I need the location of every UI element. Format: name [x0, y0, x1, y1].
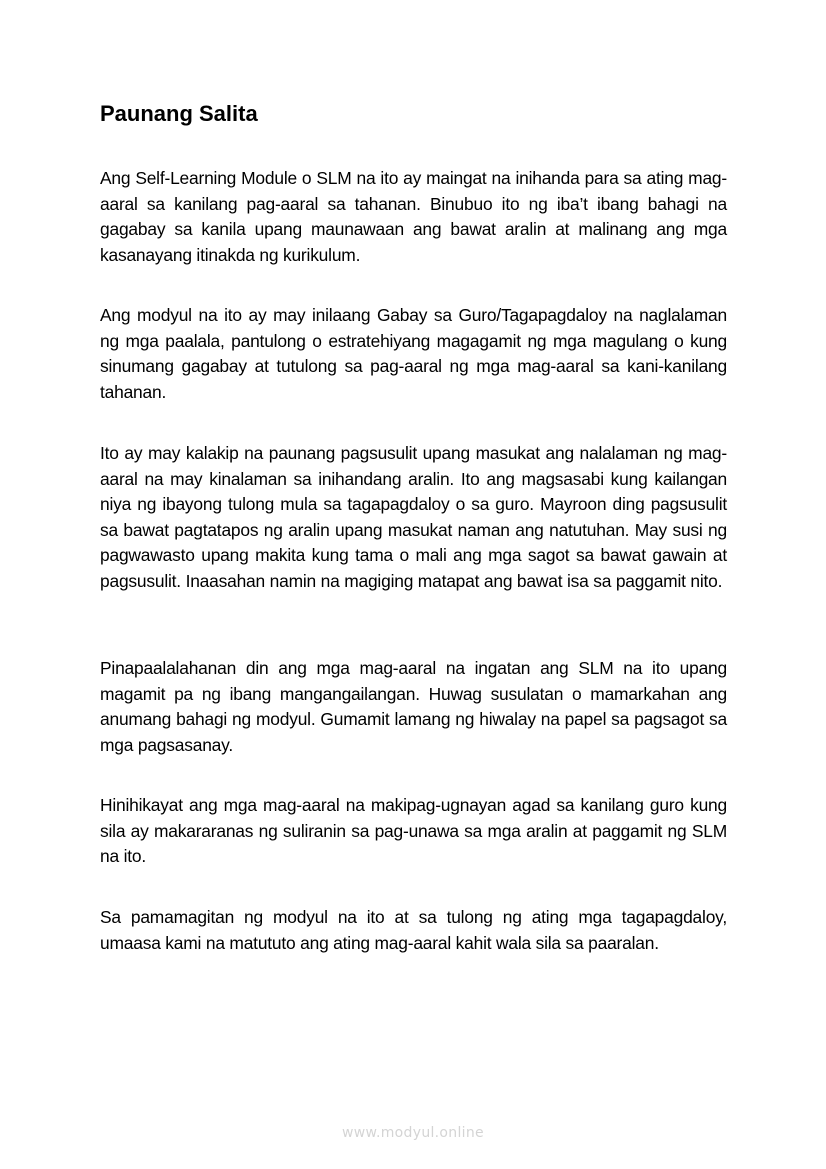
paragraph-closing: Sa pamamagitan ng modyul na ito at sa tulong ng ating mga tagapagdaloy, umaasa kami na matututo ang ating mag-aaral kahit wala sila sa paaralan.: [100, 907, 727, 953]
paragraph-introduction: Ang Self-Learning Module o SLM na ito ay maingat na inihanda para sa ating mag-aaral sa kanilang pag-aaral sa tahanan. Binubuo ito ng iba’t ibang bahagi na gagabay sa kanila upang maunawaan ang bawat aralin at malinang ang mga kasanayang itinakda ng kurikulum.: [100, 168, 727, 265]
page-title: Paunang Salita: [100, 101, 258, 126]
paragraph-contact-teacher: Hinihikayat ang mga mag-aaral na makipag-ugnayan agad sa kanilang guro kung sila ay makararanas ng suliranin sa pag-unawa sa mga aralin at paggamit ng SLM na ito.: [100, 795, 727, 867]
footer-watermark: www.modyul.online: [342, 1125, 484, 1141]
paragraph-assessments: Ito ay may kalakip na paunang pagsusulit upang masukat ang nalalaman ng mag-aaral na may kinalaman sa inihandang aralin. Ito ang magsasabi kung kailangan niya ng ibayong tulong mula sa tagapagdaloy o sa guro. Mayroon ding pagsusulit sa bawat pagtatapos ng aralin upang masukat naman ang natutuhan. May susi ng pagwawasto upang makita kung tama o mali ang mga sagot sa bawat gawain at pagsusulit. Inaasahan namin na magiging matapat ang bawat isa sa paggamit nito.: [100, 443, 727, 591]
paragraph-care-reminder: Pinapaalalahanan din ang mga mag-aaral na ingatan ang SLM na ito upang magamit pa ng ibang mangangailangan. Huwag susulatan o mamarkahan ang anumang bahagi ng modyul. Gumamit lamang ng hiwalay na papel sa pagsagot sa mga pagsasanay.: [100, 658, 727, 755]
paragraph-teacher-guide: Ang modyul na ito ay may inilaang Gabay sa Guro/Tagapagdaloy na naglalaman ng mga paalala, pantulong o estratehiyang magagamit ng mga magulang o kung sinumang gagabay at tutulong sa pag-aaral ng mga mag-aaral sa kani-kanilang tahanan.: [100, 305, 727, 402]
